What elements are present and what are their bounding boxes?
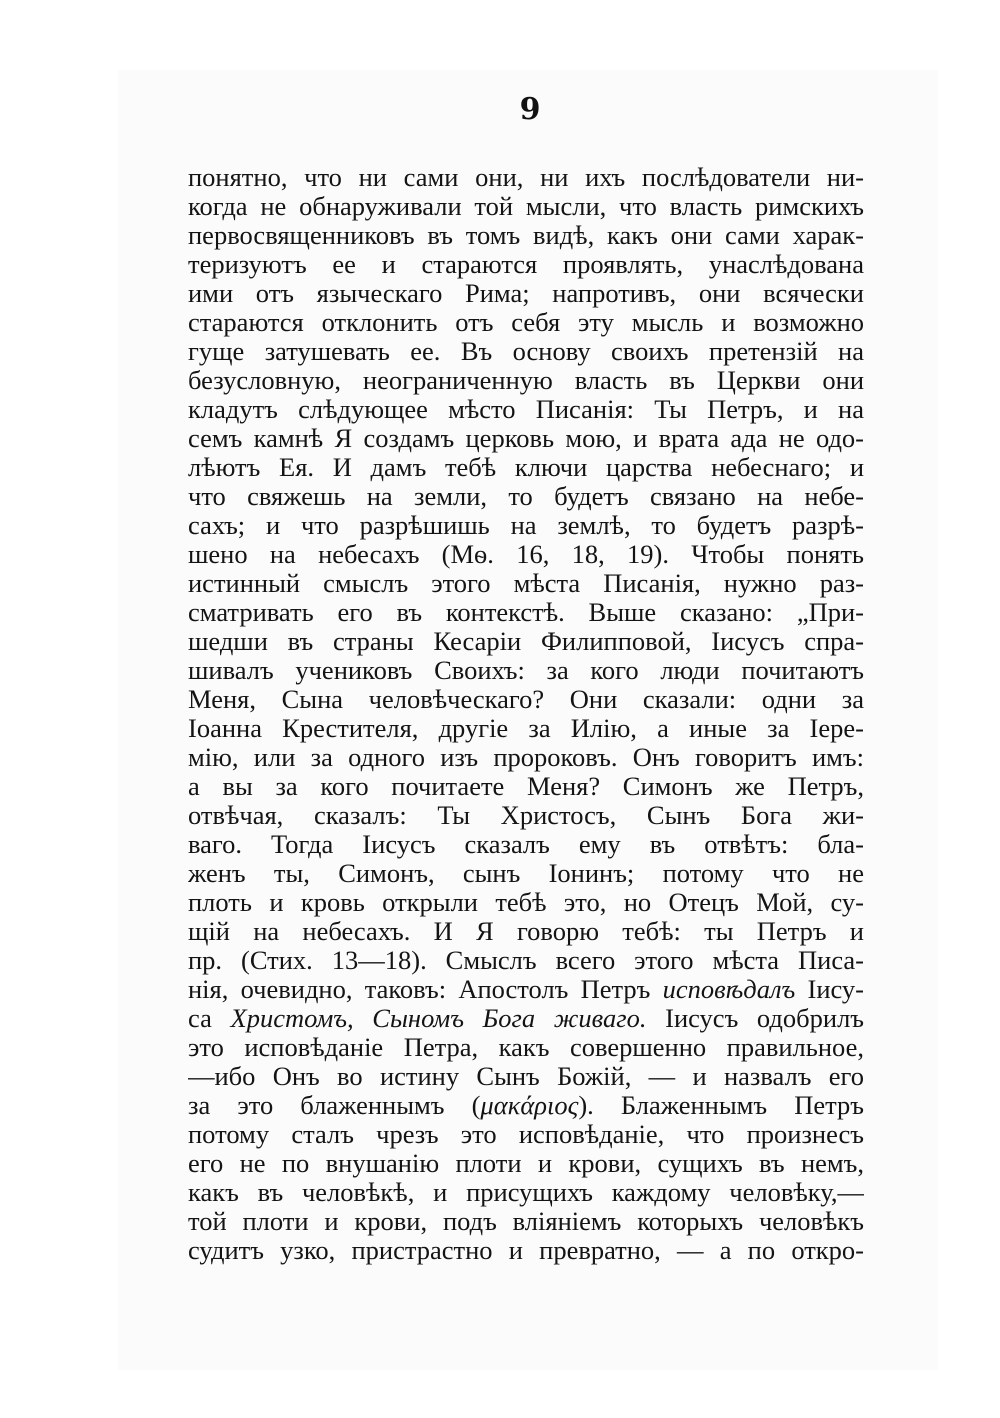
page-number: 9 <box>519 92 541 127</box>
text-line: понятно, что ни сами они, ни ихъ послѣдователи ни- <box>188 163 864 192</box>
text-line: сматривать его въ контекстѣ. Выше сказано: „При- <box>188 598 864 627</box>
text-line: кладутъ слѣдующее мѣсто Писанія: Ты Петръ, и на <box>188 395 864 424</box>
text-line: теризуютъ ее и стараются проявлять, унаслѣдована <box>188 250 864 279</box>
text-line: шивалъ учениковъ Своихъ: за кого люди почитаютъ <box>188 656 864 685</box>
greek-word: μακάριος <box>480 1091 579 1120</box>
text-line: отвѣчая, сказалъ: Ты Христосъ, Сынъ Бога жи- <box>188 801 864 830</box>
text-line: шено на небесахъ (Мѳ. 16, 18, 19). Чтобы понять <box>188 540 864 569</box>
text-line: а вы за кого почитаете Меня? Симонъ же Петръ, <box>188 772 864 801</box>
text-line: какъ въ человѣкѣ, и присущихъ каждому человѣку,— <box>188 1178 864 1207</box>
text-line: это исповѣданіе Петра, какъ совершенно правильное, <box>188 1033 864 1062</box>
text-line: лѣютъ Ея. И дамъ тебѣ ключи царства небеснаго; и <box>188 453 864 482</box>
italic-emphasis: исповѣдалъ <box>662 975 796 1004</box>
text-line: той плоти и крови, подъ вліяніемъ которыхъ человѣкъ <box>188 1207 864 1236</box>
text-line: Іоанна Крестителя, другіе за Илію, а иные за Іере- <box>188 714 864 743</box>
text-line: нія, очевидно, таковъ: Апостолъ Петръ исповѣдалъ Іису- <box>188 975 864 1004</box>
text-line: стараются отклонить отъ себя эту мысль и возможно <box>188 308 864 337</box>
text-line: гуще затушевать ее. Въ основу своихъ претензій на <box>188 337 864 366</box>
text-line: мію, или за одного изъ пророковъ. Онъ говоритъ имъ: <box>188 743 864 772</box>
text-line: женъ ты, Симонъ, сынъ Іонинъ; потому что не <box>188 859 864 888</box>
text-line: первосвященниковъ въ томъ видѣ, какъ они сами харак- <box>188 221 864 250</box>
text-line: са Христомъ, Сыномъ Бога живаго. Іисусъ одобрилъ <box>188 1004 864 1033</box>
text-line: когда не обнаруживали той мысли, что власть римскихъ <box>188 192 864 221</box>
text-line: семъ камнѣ Я создамъ церковь мою, и врата ада не одо- <box>188 424 864 453</box>
text-line: что свяжешь на земли, то будетъ связано на небе- <box>188 482 864 511</box>
body-text <box>188 163 864 1265</box>
text-line: истинный смыслъ этого мѣста Писанія, нужно раз- <box>188 569 864 598</box>
text-line: шедши въ страны Кесаріи Филипповой, Іисусъ спра- <box>188 627 864 656</box>
text-line: его не по внушанію плоти и крови, сущихъ въ немъ, <box>188 1149 864 1178</box>
text-line: за это блаженнымъ (μακάριος). Блаженнымъ Петръ <box>188 1091 864 1120</box>
text-line: ваго. Тогда Іисусъ сказалъ ему въ отвѣтъ: бла- <box>188 830 864 859</box>
text-line: сахъ; и что разрѣшишь на землѣ, то будетъ разрѣ- <box>188 511 864 540</box>
text-line: плоть и кровь открыли тебѣ это, но Отецъ Мой, су- <box>188 888 864 917</box>
text-line: судитъ узко, пристрастно и превратно, — а по откро- <box>188 1236 864 1265</box>
text-line: потому сталъ чрезъ это исповѣданіе, что произнесъ <box>188 1120 864 1149</box>
text-line: безусловную, неограниченную власть въ Церкви они <box>188 366 864 395</box>
italic-emphasis: Христомъ, Сыномъ Бога живаго. <box>230 1004 647 1033</box>
text-line: Меня, Сына человѣческаго? Они сказали: одни за <box>188 685 864 714</box>
text-line: щій на небесахъ. И Я говорю тебѣ: ты Петръ и <box>188 917 864 946</box>
text-line: пр. (Стих. 13—18). Смыслъ всего этого мѣста Писа- <box>188 946 864 975</box>
text-line: ими отъ языческаго Рима; напротивъ, они всячески <box>188 279 864 308</box>
text-line: —ибо Онъ во истину Сынъ Божій, — и назвалъ его <box>188 1062 864 1091</box>
